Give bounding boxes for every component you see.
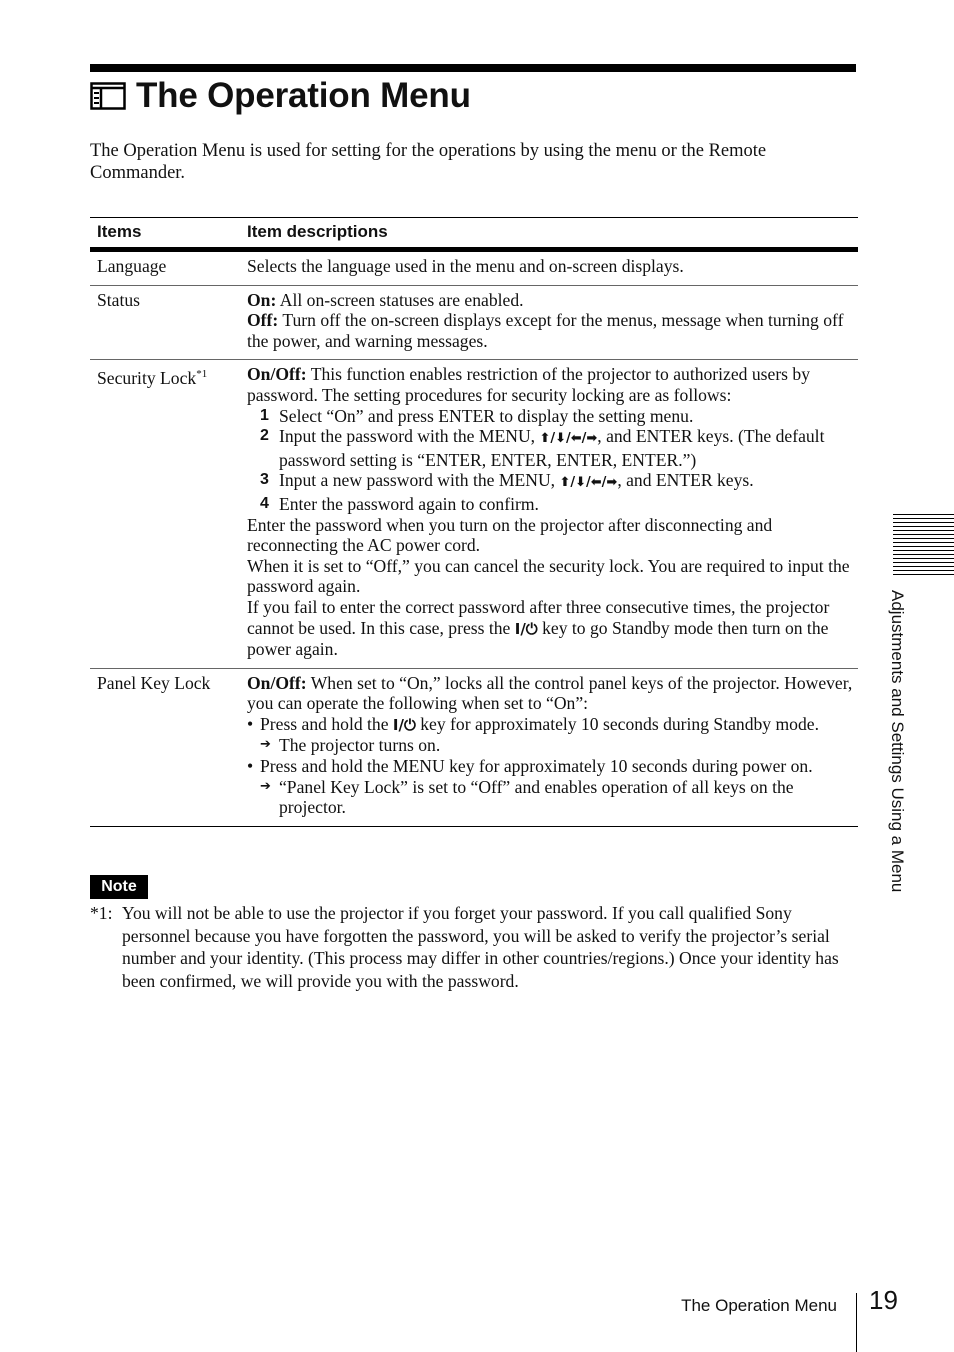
table-header-row: [90, 218, 858, 250]
arrow-keys-icon: ⬆/⬇/⬅/➡: [539, 431, 598, 447]
column-header-descriptions: Item descriptions: [240, 218, 858, 250]
bullet-item: [247, 714, 858, 736]
panel-lead-text: When set to “On,” locks all the control panel keys of the projector. However, you can operate the following when set to “On”:: [247, 672, 853, 714]
step-text: Select “On” and press ENTER to display the setting menu.: [279, 405, 694, 426]
table-row-panel-key-lock: [90, 668, 858, 826]
step-text: , and ENTER keys. (The default password setting is “ENTER, ENTER, ENTER, ENTER.”): [279, 426, 825, 470]
footnote: [90, 902, 855, 992]
status-on-label: On:: [247, 289, 277, 310]
table-row-status: [90, 285, 858, 360]
table-row-language: [90, 250, 858, 286]
footer-section-title: The Operation Menu: [681, 1296, 837, 1315]
security-lead-label: On/Off:: [247, 364, 307, 385]
security-lead-text: This function enables restriction of the projector to authorized users by password. The setting procedures for security locking are as follows:: [247, 364, 811, 405]
page-number: 19: [869, 1285, 898, 1315]
item-status: Status: [90, 285, 240, 360]
bullet-text: Press and hold the MENU key for approximately 10 seconds during power on.: [260, 756, 813, 777]
result-text: The projector turns on.: [279, 735, 441, 756]
security-lock-label: Security Lock: [97, 368, 197, 389]
menu-icon: [90, 82, 126, 110]
table-row-security-lock: [90, 360, 858, 668]
arrow-keys-icon: ⬆/⬇/⬅/➡: [559, 475, 618, 491]
power-key-icon: I/⏻: [392, 715, 416, 734]
bullet-text: key for approximately 10 seconds during Standby mode.: [415, 713, 819, 734]
result-arrow-icon: ➔: [260, 778, 271, 794]
section-side-label: Adjustments and Settings Using a Menu: [888, 590, 907, 893]
result-item: [247, 777, 858, 818]
step-number: 4: [260, 494, 269, 512]
power-key-icon: I/⏻: [514, 619, 538, 638]
footnote-text: You will not be able to use the projector if you forget your password. If you call qualified Sony personnel because you have forgotten the password, you will be asked to verify the projector’s serial number and your identity. (This process may differ in other countries/regions.) Once your identity has been confirmed, we will provide you with the password.: [122, 903, 839, 991]
security-paragraph-2: When it is set to “Off,” you can cancel the security lock. You are required to input the password again.: [247, 555, 850, 597]
desc-language: Selects the language used in the menu and on-screen displays.: [240, 250, 858, 286]
page-title: The Operation Menu: [136, 76, 471, 115]
status-off-label: Off:: [247, 310, 279, 331]
bullet-icon: •: [247, 756, 254, 777]
footer-divider: [856, 1293, 857, 1352]
panel-lead-label: On/Off:: [247, 672, 307, 693]
step-4: [247, 494, 858, 515]
step-2: [247, 426, 858, 470]
item-language: Language: [90, 250, 240, 286]
section-tab-stripes: [893, 514, 954, 578]
status-on-text: All on-screen statuses are enabled.: [276, 289, 524, 310]
step-3: [247, 470, 858, 494]
item-security-lock: [90, 360, 240, 668]
step-number: 1: [260, 406, 269, 424]
desc-status: [240, 285, 858, 360]
step-text: Input the password with the MENU,: [279, 426, 540, 447]
title-rule: [90, 64, 856, 72]
desc-panel-key-lock: [240, 668, 858, 826]
step-text: Enter the password again to confirm.: [279, 493, 539, 514]
security-paragraph-1: Enter the password when you turn on the projector after disconnecting and reconnecting the AC power cord.: [247, 514, 773, 556]
result-arrow-icon: ➔: [260, 737, 271, 753]
note-badge: Note: [90, 875, 148, 899]
step-text: Input a new password with the MENU,: [279, 470, 560, 491]
result-item: [247, 735, 858, 756]
step-text: , and ENTER keys.: [617, 470, 754, 491]
security-paragraph-3: [247, 597, 858, 660]
section-side-tab: [885, 590, 915, 950]
footnote-label: *1:: [90, 903, 113, 923]
item-panel-key-lock: Panel Key Lock: [90, 668, 240, 826]
bullet-icon: •: [247, 713, 254, 734]
security-paragraph-3-text: If you fail to enter the correct password after three consecutive times, the projector cannot be used. In this case, press the: [247, 596, 830, 638]
step-1: [247, 406, 858, 427]
step-number: 3: [260, 471, 269, 489]
security-paragraph-3-text: key to go Standby mode then turn on the power again.: [247, 617, 829, 660]
step-number: 2: [260, 427, 269, 445]
operation-menu-table: [90, 217, 858, 827]
column-header-items: Items: [90, 218, 240, 250]
intro-paragraph: The Operation Menu is used for setting for the operations by using the menu or the Remote Commander.: [90, 141, 767, 183]
bullet-text: Press and hold the: [260, 713, 393, 734]
desc-security-lock: [240, 360, 858, 668]
status-off-text: Turn off the on-screen displays except for the menus, message when turning off the power, and warning messages.: [247, 310, 844, 351]
bullet-item: [247, 756, 858, 777]
result-text: “Panel Key Lock” is set to “Off” and enables operation of all keys on the projector.: [279, 776, 794, 818]
footnote-ref: *1: [196, 368, 208, 381]
page-heading: [90, 74, 471, 118]
